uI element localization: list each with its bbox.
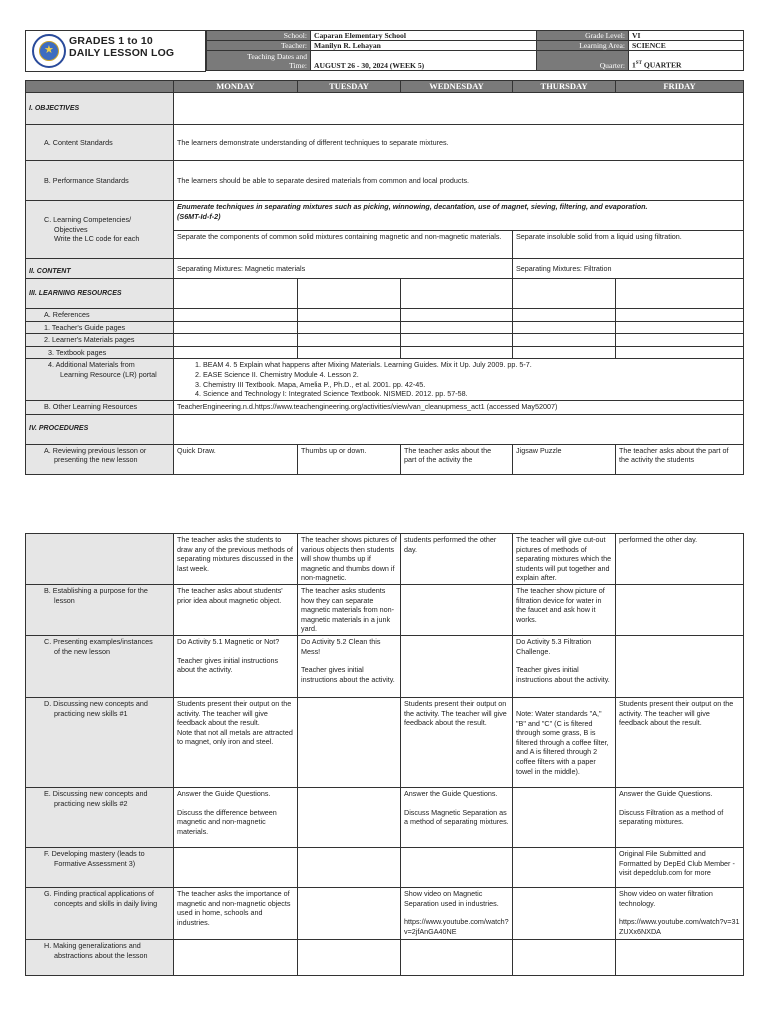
header-info (206, 30, 743, 72)
references-label: A. References (26, 309, 174, 322)
content-magnetic: Separating Mixtures: Magnetic materials (174, 259, 513, 279)
procedure-e-monday: Answer the Guide Questions. Discuss the difference between magnetic and non-magnetic materials. (174, 787, 298, 847)
quarter-value: 1ST QUARTER (629, 51, 744, 71)
list-item: 2. EASE Science II. Chemistry Module 4. Lesson 2. (203, 370, 740, 380)
procedure-g-monday: The teacher asks the importance of magnetic and non-magnetic objects used in home, schools and industries. (174, 887, 298, 939)
content-standards-text: The learners demonstrate understanding of different techniques to separate mixtures. (174, 125, 744, 161)
lesson-table-page2 (25, 533, 743, 976)
procedure-a-friday: The teacher asks about the part of the activity the students (616, 444, 744, 474)
procedure-d-label: D. Discussing new concepts and practicing new skills #1 (26, 697, 174, 787)
content-heading: II. CONTENT (26, 259, 174, 279)
lc-filtration: Separate insoluble solid from a liquid using filtration. (513, 231, 744, 259)
day-friday: FRIDAY (616, 81, 744, 93)
lesson-table-page1 (25, 80, 744, 475)
procedure-h-label: H. Making generalizations and abstractions about the lesson (26, 939, 174, 975)
area-value: SCIENCE (629, 41, 744, 51)
dates-label: Teaching Dates and Time: (207, 51, 311, 71)
objectives-heading: I. OBJECTIVES (26, 93, 174, 125)
lm-pages-label: 2. Learner's Materials pages (26, 334, 174, 347)
performance-standards-label: B. Performance Standards (26, 161, 174, 201)
procedure-a-label: A. Reviewing previous lesson or presenting the new lesson (26, 444, 174, 474)
procedure-a-monday-cont: The teacher asks the students to draw any of the previous methods of separating mixtures discussed in the last week. (174, 534, 298, 585)
procedure-c-tuesday: Do Activity 5.2 Clean this Mess! Teacher gives initial instructions about the activity. (298, 635, 401, 697)
procedure-d-wednesday: Students present their output on the activity. The teacher will give feedback about the result. (401, 697, 513, 787)
performance-standards-text: The learners should be able to separate desired materials from common and local products. (174, 161, 744, 201)
procedure-d-monday: Students present their output on the activity. The teacher will give feedback about the result. Note that not all metals are attracted to magnet, only iron and steel. (174, 697, 298, 787)
procedure-g-label: G. Finding practical applications of concepts and skills in daily living (26, 887, 174, 939)
procedure-g-wednesday: Show video on Magnetic Separation used in industries. https://www.youtube.com/watch?v=2jfAnGA40NE (401, 887, 513, 939)
lc-magnetic: Separate the components of common solid mixtures containing magnetic and non-magnetic materials. (174, 231, 513, 259)
day-wednesday: WEDNESDAY (401, 81, 513, 93)
grade-label: Grade Level: (537, 31, 629, 41)
area-label: Learning Area: (537, 41, 629, 51)
school-value: Caparan Elementary School (311, 31, 537, 41)
learning-competencies-label: C. Learning Competencies/ Objectives Write the LC code for each (26, 201, 174, 259)
day-thursday: THURSDAY (513, 81, 616, 93)
procedure-a-tuesday: Thumbs up or down. (298, 444, 401, 474)
procedure-c-thursday: Do Activity 5.3 Filtration Challenge. Teacher gives initial instructions about the activity. (513, 635, 616, 697)
tg-pages-label: 1. Teacher's Guide pages (26, 321, 174, 334)
procedure-b-tuesday: The teacher asks students how they can separate magnetic materials from non-magnetic materials in a junk yard. (298, 584, 401, 635)
content-standards-label: A. Content Standards (26, 125, 174, 161)
procedure-a-thursday-cont: The teacher will give cut-out pictures of methods of separating mixtures which the students will put together and explain after. (513, 534, 616, 585)
procedure-a-thursday: Jigsaw Puzzle (513, 444, 616, 474)
content-filtration: Separating Mixtures: Filtration (513, 259, 744, 279)
textbook-pages-label: 3. Textbook pages (26, 346, 174, 359)
list-item: 3. Chemistry III Textbook. Mapa, Amelia P., Ph.D., et al. 2001. pp. 42-45. (203, 380, 740, 390)
procedure-f-friday: Original File Submitted and Formatted by DepEd Club Member - visit depedclub.com for more (616, 847, 744, 887)
additional-materials-list (174, 359, 744, 400)
procedure-a-friday-cont: performed the other day. (616, 534, 744, 585)
procedure-a-wednesday-cont: students performed the other day. (401, 534, 513, 585)
procedure-e-label: E. Discussing new concepts and practicing new skills #2 (26, 787, 174, 847)
additional-materials-label: 4. Additional Materials from Learning Resource (LR) portal (26, 359, 174, 400)
procedure-e-friday: Answer the Guide Questions. Discuss Filtration as a method of separating mixtures. (616, 787, 744, 847)
grade-value: VI (629, 31, 744, 41)
quarter-label: Quarter: (537, 51, 629, 71)
header-title: GRADES 1 to 10 DAILY LESSON LOG (69, 35, 175, 59)
procedure-a-tuesday-cont: The teacher shows pictures of various objects then students will show thumbs up if magnetic and thumbs down if non-magnetic. (298, 534, 401, 585)
procedure-f-label: F. Developing mastery (leads to Formative Assessment 3) (26, 847, 174, 887)
procedure-b-label: B. Establishing a purpose for the lesson (26, 584, 174, 635)
teacher-value: Manilyn R. Lehayan (311, 41, 537, 51)
procedure-d-friday: Students present their output on the activity. The teacher will give feedback about the result. (616, 697, 744, 787)
procedure-a-wednesday: The teacher asks about the part of the activity the (401, 444, 513, 474)
procedure-b-monday: The teacher asks about students' prior idea about magnetic object. (174, 584, 298, 635)
day-tuesday: TUESDAY (298, 81, 401, 93)
deped-seal-icon: ★ (32, 34, 66, 68)
list-item: 4. Science and Technology I: Integrated Science Textbook. NISMED. 2012. pp. 57-58. (203, 389, 740, 399)
resources-heading: III. LEARNING RESOURCES (26, 279, 174, 309)
school-label: School: (207, 31, 311, 41)
teacher-label: Teacher: (207, 41, 311, 51)
procedure-e-wednesday: Answer the Guide Questions. Discuss Magnetic Separation as a method of separating mixtures. (401, 787, 513, 847)
header-title-box (25, 30, 206, 72)
procedure-a-monday: Quick Draw. (174, 444, 298, 474)
procedure-g-friday: Show video on water filtration technology. https://www.youtube.com/watch?v=31ZUXx6NXDA (616, 887, 744, 939)
learning-competency-main: Enumerate techniques in separating mixtures such as picking, winnowing, decantation, use of magnet, sieving, filtering, and evaporation. (S6MT-Id-f-2) (174, 201, 744, 231)
other-resources-label: B. Other Learning Resources (26, 400, 174, 414)
header (25, 30, 743, 72)
day-header-row (26, 81, 744, 93)
procedure-d-thursday: Note: Water standards "A," "B" and "C" (C is filtered through some grass, B is filtered through a coffee filter, and A is filtered through 2 coffee filters with a paper towel in the middle). (513, 697, 616, 787)
procedure-b-thursday: The teacher show picture of filtration device for water in the faucet and ask how it works. (513, 584, 616, 635)
day-monday: MONDAY (174, 81, 298, 93)
other-resources-text: TeacherEngineering.n.d.https://www.teachengineering.org/activities/view/van_cleanupmess_act1 (accessed May52007) (174, 400, 744, 414)
procedures-heading: IV. PROCEDURES (26, 414, 174, 444)
list-item: 1. BEAM 4. 5 Explain what happens after Mixing Materials. Learning Guides. Mix it Up. July 2009. pp. 5-7. (203, 360, 740, 370)
dates-value: AUGUST 26 - 30, 2024 (WEEK 5) (311, 51, 537, 71)
procedure-c-monday: Do Activity 5.1 Magnetic or Not? Teacher gives initial instructions about the activity. (174, 635, 298, 697)
procedure-c-label: C. Presenting examples/instances of the new lesson (26, 635, 174, 697)
